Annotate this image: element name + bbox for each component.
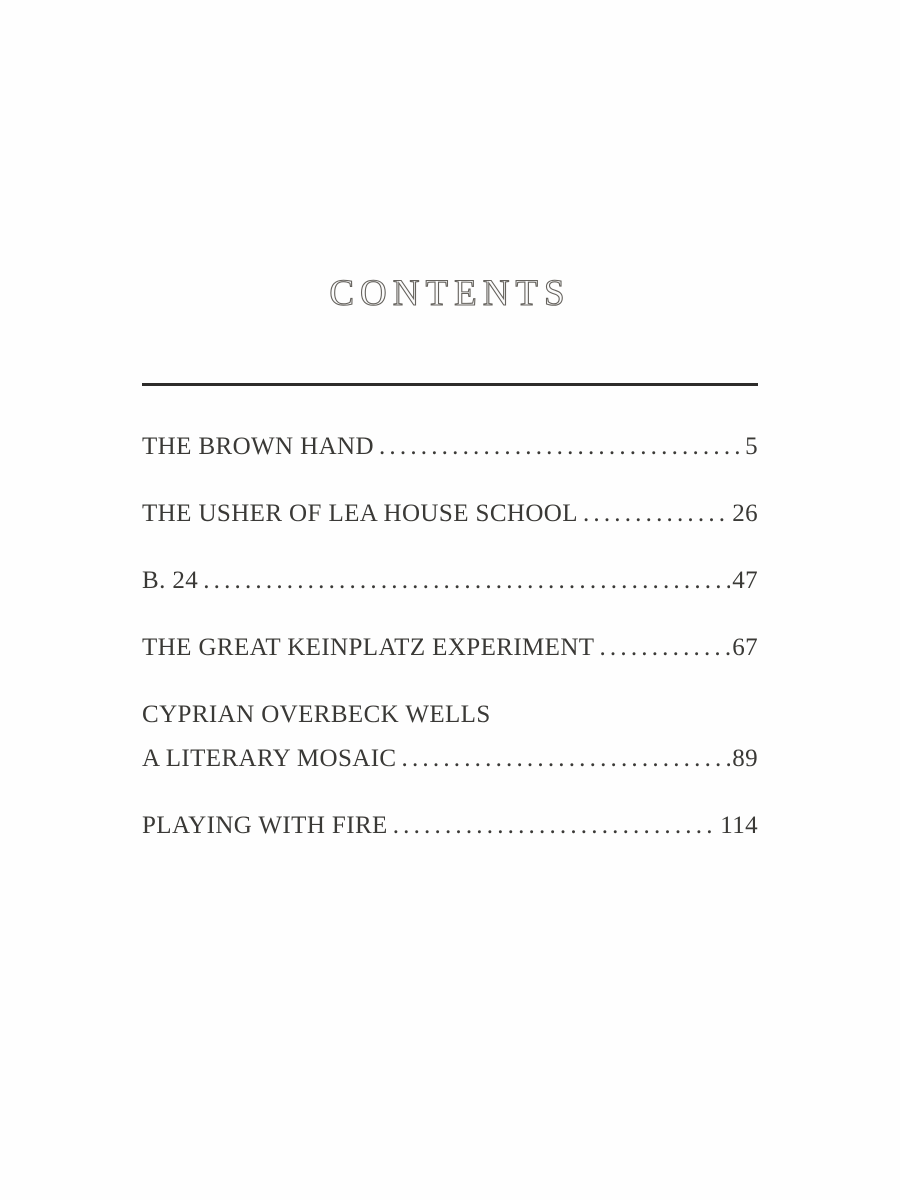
dot-leader [594,632,730,663]
toc-content [142,0,758,841]
toc-entry-line [142,632,758,663]
toc-entry-title: CYPRIAN OVERBECK WELLS [142,701,491,728]
toc-entry-page: 26 [732,500,758,527]
toc-entry-subtitle-line [142,743,758,774]
toc-entry[interactable] [142,810,758,841]
toc-entry[interactable] [142,632,758,663]
toc-list [142,431,758,841]
toc-entry-title: PLAYING WITH FIRE [142,812,388,839]
toc-entry-page: 5 [745,433,758,460]
divider-rule [142,383,758,386]
toc-entry-title: B. 24 [142,567,199,594]
toc-entry-page: 89 [732,745,758,772]
toc-entry-page: 47 [732,567,758,594]
dot-leader [578,498,730,529]
toc-entry[interactable] [142,699,758,774]
toc-entry-page: 114 [720,812,758,839]
toc-entry-line [142,565,758,596]
dot-leader [397,743,731,774]
contents-title: CONTENTS [329,273,571,314]
dot-leader [374,431,743,462]
toc-entry-line [142,498,758,529]
dot-leader [198,565,730,596]
toc-entry-line [142,699,758,730]
toc-entry-page: 67 [732,634,758,661]
toc-entry-title: THE USHER OF LEA HOUSE SCHOOL [142,500,578,527]
toc-entry[interactable] [142,565,758,596]
dot-leader [388,810,719,841]
toc-entry-title: THE GREAT KEINPLATZ EXPERIMENT [142,634,595,661]
toc-entry[interactable] [142,431,758,462]
toc-entry-line [142,431,758,462]
toc-entry-line [142,810,758,841]
toc-entry-subtitle: A LITERARY MOSAIC [142,745,397,772]
toc-entry[interactable] [142,498,758,529]
toc-entry-title: THE BROWN HAND [142,433,374,460]
